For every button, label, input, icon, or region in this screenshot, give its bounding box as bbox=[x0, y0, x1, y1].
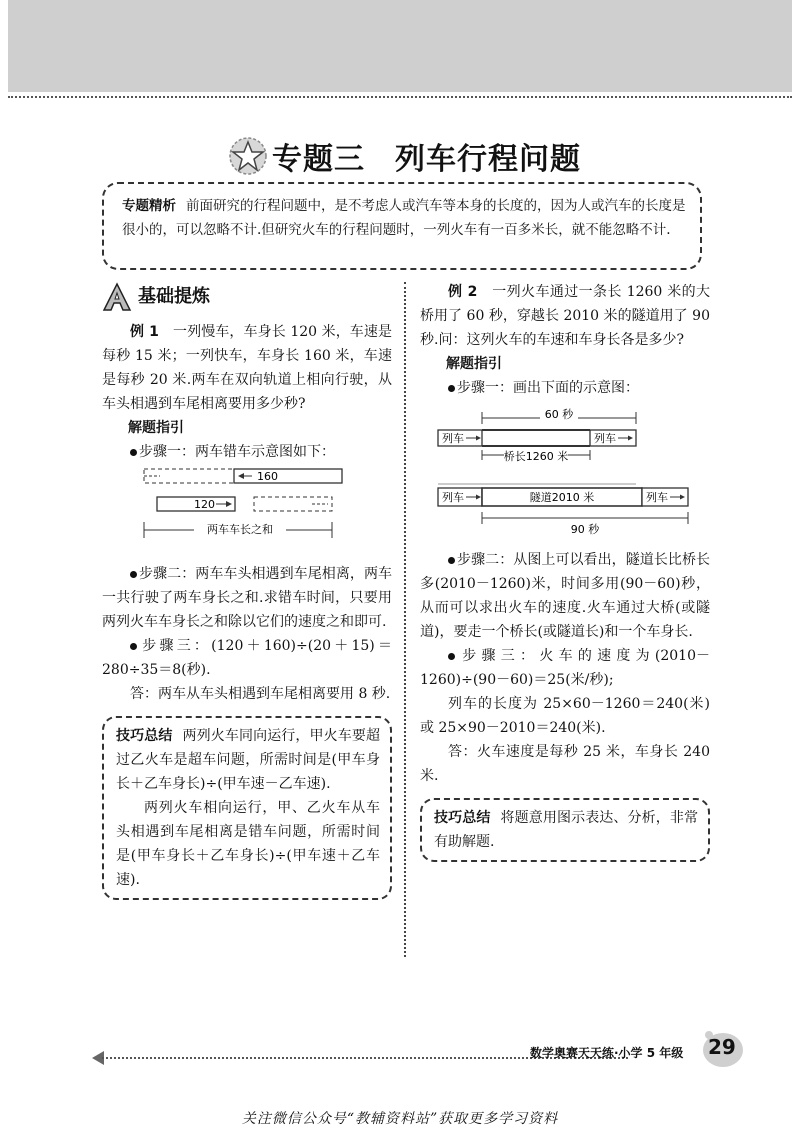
tip2-text: 将题意用图示表达、分析，非常有助解题. bbox=[434, 810, 699, 850]
tip1-p1: 两列火车同向运行，甲火车要超过乙火车是超车问题，所需时间是(甲车身长＋乙车身长)÷(甲车速－乙车速). bbox=[116, 728, 381, 792]
example2-step2-text: 步骤二：从图上可以看出，隧道长比桥长多(2010－1260)米，时间多用(90－60)秒，从而可以求出火车的速度.火车通过大桥(或隧道)，要走一个桥长(或隧道长)和一个车身长. bbox=[420, 552, 710, 640]
intro-box bbox=[102, 182, 702, 270]
example2-step2 bbox=[420, 548, 710, 644]
tunnel-train-label-start: 列车 bbox=[442, 491, 464, 504]
page-title bbox=[228, 132, 608, 180]
bullet-icon bbox=[130, 643, 137, 650]
intro-label: 专题精析 bbox=[122, 198, 176, 214]
example1-question bbox=[102, 320, 392, 416]
page-number: 29 bbox=[708, 1035, 736, 1059]
bullet-icon bbox=[448, 653, 455, 660]
title-prefix: 专题三 bbox=[272, 142, 365, 177]
slow-train-arrowhead bbox=[226, 501, 232, 507]
section-title: 基础提炼 bbox=[138, 286, 210, 307]
time2-label: 90 秒 bbox=[570, 523, 600, 536]
bottom-note: 关注微信公众号“教辅资料站”获取更多学习资料 bbox=[241, 1111, 559, 1127]
bullet-icon bbox=[130, 449, 137, 456]
section-header bbox=[102, 280, 392, 314]
header-divider bbox=[8, 96, 792, 98]
example1-label: 例 1 bbox=[130, 324, 159, 340]
example1-step3 bbox=[102, 634, 392, 682]
train-label-start: 列车 bbox=[442, 432, 464, 445]
tip1-label: 技巧总结 bbox=[116, 728, 173, 744]
example2-step1-text: 步骤一：画出下面的示意图： bbox=[457, 380, 639, 396]
example1-step3-text: 步骤三：(120＋160)÷(20＋15)＝280÷35＝8(秒). bbox=[102, 638, 392, 678]
tunnel-label: 隧道2010 米 bbox=[529, 491, 595, 504]
tip1-p2: 两列火车相向运行，甲、乙火车从车头相遇到车尾相离是错车问题，所需时间是(甲车身长＋乙车身长)÷(甲车速＋乙车速). bbox=[116, 800, 380, 888]
example2-question bbox=[420, 280, 710, 352]
example2-answer: 答：火车速度是每秒 25 米，车身长 240 米. bbox=[420, 744, 710, 784]
slow-train-dashed bbox=[144, 469, 234, 483]
example1-step2-text: 步骤二：两车车头相遇到车尾相离，两车一共行驶了两车身长之和.求错车时间，只要用两列火车车身长之和除以它们的速度之和即可. bbox=[102, 566, 392, 630]
example2-text: 一列火车通过一条长 1260 米的大桥用了 60 秒，穿越长 2010 米的隧道用了 90 秒.问：这列火车的车速和车身长各是多少? bbox=[420, 284, 710, 348]
bullet-icon bbox=[130, 571, 137, 578]
header-banner bbox=[8, 0, 792, 92]
bullet-icon bbox=[448, 557, 455, 564]
train-label-end: 列车 bbox=[594, 432, 616, 445]
tunnel-train-label-end: 列车 bbox=[646, 491, 668, 504]
right-column bbox=[420, 280, 710, 862]
time1-label: 60 秒 bbox=[544, 408, 574, 421]
letter-a-icon bbox=[102, 282, 132, 312]
slow-train-length: 120 bbox=[194, 498, 215, 511]
intro-text: 前面研究的行程问题中，是不考虑人或汽车等本身的长度的，因为人或汽车的长度是很小的，可以忽略不计.但研究火车的行程问题时，一列火车有一百多米长，就不能忽略不计. bbox=[122, 198, 686, 238]
example2-step3-text: 步骤三：火车的速度为(2010－1260)÷(90－60)＝25(米/秒); bbox=[420, 648, 710, 688]
example2-guide-title: 解题指引 bbox=[446, 356, 502, 372]
example2-step1 bbox=[420, 376, 710, 400]
star-badge-icon bbox=[228, 136, 268, 176]
example2-step3 bbox=[420, 644, 710, 692]
bullet-icon bbox=[448, 385, 455, 392]
fast-train-dashed bbox=[254, 497, 332, 511]
bridge-tunnel-diagram bbox=[420, 400, 710, 540]
train-passing-diagram bbox=[102, 464, 392, 554]
tip-box-1 bbox=[102, 716, 392, 900]
fast-train-length: 160 bbox=[257, 470, 278, 483]
example1-guide-title: 解题指引 bbox=[128, 420, 184, 436]
example1-step1 bbox=[102, 440, 392, 464]
tip-box-2 bbox=[420, 798, 710, 862]
example2-length: 列车的长度为 25×60－1260＝240(米)或 25×90－2010＝240(米). bbox=[420, 696, 710, 736]
example1-step2 bbox=[102, 562, 392, 634]
fast-train-arrowhead bbox=[238, 473, 244, 479]
title-main: 列车行程问题 bbox=[395, 142, 581, 177]
example2-label: 例 2 bbox=[448, 284, 478, 300]
example1-answer: 答：两车从车头相遇到车尾相离要用 8 秒. bbox=[130, 686, 391, 702]
example1-text: 一列慢车，车身长 120 米，车速是每秒 15 米；一列快车，车身长 160 米，车速是每秒 20 米.两车在双向轨道上相向行驶，从车头相遇到车尾相离要用多少秒? bbox=[102, 324, 392, 412]
footer-book-title: 数学奥赛天天练·小学 5 年级 bbox=[530, 1046, 684, 1060]
bridge-label: 桥长1260 米 bbox=[503, 450, 569, 463]
left-column bbox=[102, 280, 392, 900]
column-divider bbox=[404, 282, 406, 957]
example1-step1-text: 步骤一：两车错车示意图如下： bbox=[139, 444, 335, 460]
tip2-label: 技巧总结 bbox=[434, 810, 491, 826]
sum-label: 两车车长之和 bbox=[207, 523, 273, 536]
